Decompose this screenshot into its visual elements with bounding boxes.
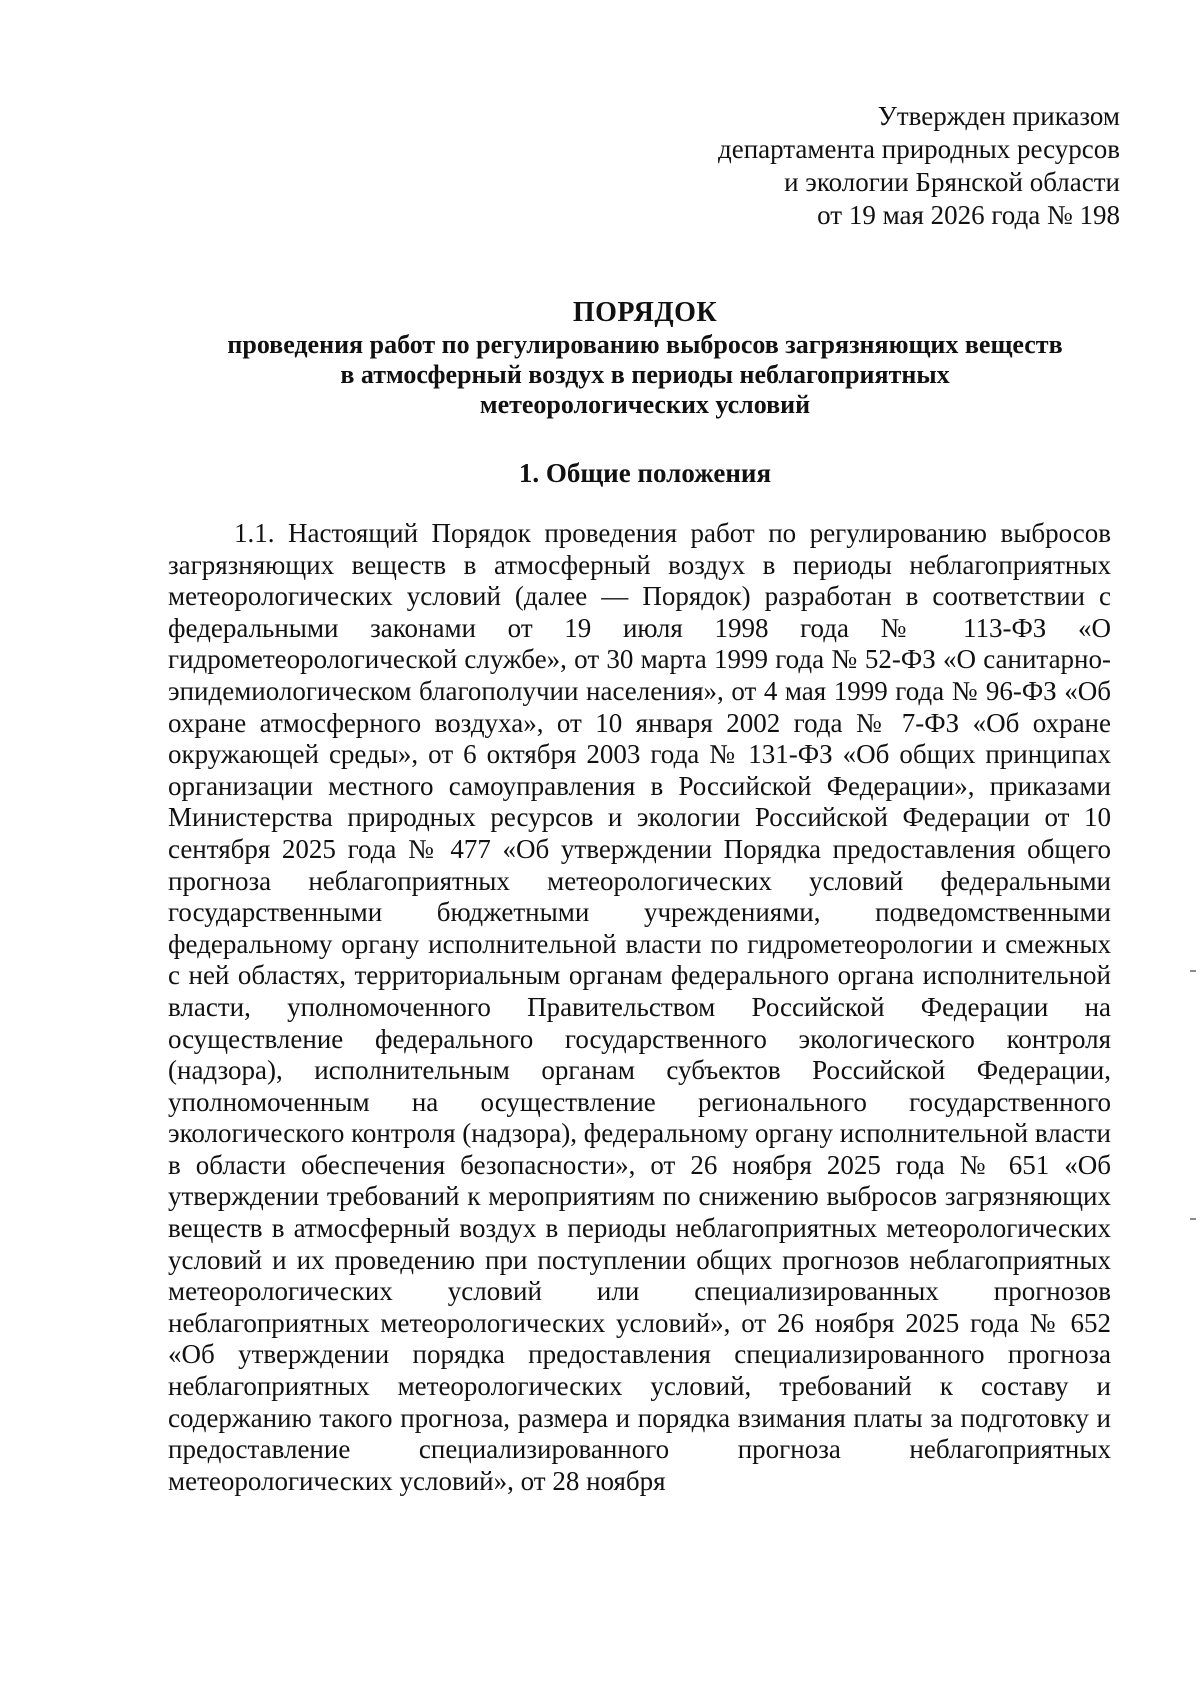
document-title-block bbox=[150, 296, 1140, 420]
approval-line-2: департамента природных ресурсов bbox=[717, 134, 1120, 164]
document-title: ПОРЯДОК bbox=[572, 297, 718, 328]
approval-line-1: Утвержден приказом bbox=[877, 101, 1120, 131]
approval-line-3: и экологии Брянской области bbox=[784, 167, 1120, 197]
approval-stamp-block bbox=[600, 100, 1120, 232]
scan-edge-mark bbox=[1190, 1218, 1196, 1220]
document-subtitle-line-3: метеорологических условий bbox=[479, 390, 811, 419]
paragraph-1-1: 1.1. Настоящий Порядок проведения работ по регулированию выбросов загрязняющих веществ в атмосферный воздух в периоды неблагоприятных метеорологических условий (далее — Порядок) разработан в соответствии с федеральными законами от 19 июля 1998 года № 113-ФЗ «О гидрометеорологической службе», от 30 марта 1999 года № 52-ФЗ «О санитарно-эпидемиологическом благополучии населения», от 4 мая 1999 года № 96-ФЗ «Об охране атмосферного воздуха», от 10 января 2002 года № 7-ФЗ «Об охране окружающей среды», от 6 октября 2003 года № 131-ФЗ «Об общих принципах организации местного самоуправления в Российской Федерации», приказами Министерства природных ресурсов и экологии Российской Федерации от 10 сентября 2025 года № 477 «Об утверждении Порядка предоставления общего прогноза неблагоприятных метеорологических условий федеральными государственными бюджетными учреждениями, подведомственными федеральному органу исполнительной власти по гидрометеорологии и смежных с ней областях, территориальным органам федерального органа исполнительной власти, уполномоченного Правительством Российской Федерации на осуществление федерального государственного экологического контроля (надзора), исполнительным органам субъектов Российской Федерации, уполномоченным на осуществление регионального государственного экологического контроля (надзора), федеральному органу исполнительной власти в области обеспечения безопасности», от 26 ноября 2025 года № 651 «Об утверждении требований к мероприятиям по снижению выбросов загрязняющих веществ в атмосферный воздух в периоды неблагоприятных метеорологических условий и их проведению при поступлении общих прогнозов неблагоприятных метеорологических условий или специализированных прогнозов неблагоприятных метеорологических условий», от 26 ноября 2025 года № 652 «Об утверждении порядка предоставления специализированного прогноза неблагоприятных метеорологических условий, требований к составу и содержанию такого прогноза, размера и порядка взимания платы за подготовку и предоставление специализированного прогноза неблагоприятных метеорологических условий», от 28 ноября bbox=[168, 518, 1111, 1496]
document-subtitle-line-2: в атмосферный воздух в периоды неблагоприятных bbox=[340, 360, 950, 389]
approval-line-4: от 19 мая 2026 года № 198 bbox=[817, 200, 1120, 230]
scan-edge-mark bbox=[1190, 970, 1196, 972]
section-heading: 1. Общие положения bbox=[518, 458, 772, 488]
document-subtitle-line-1: проведения работ по регулированию выбросов загрязняющих веществ bbox=[227, 330, 1063, 359]
